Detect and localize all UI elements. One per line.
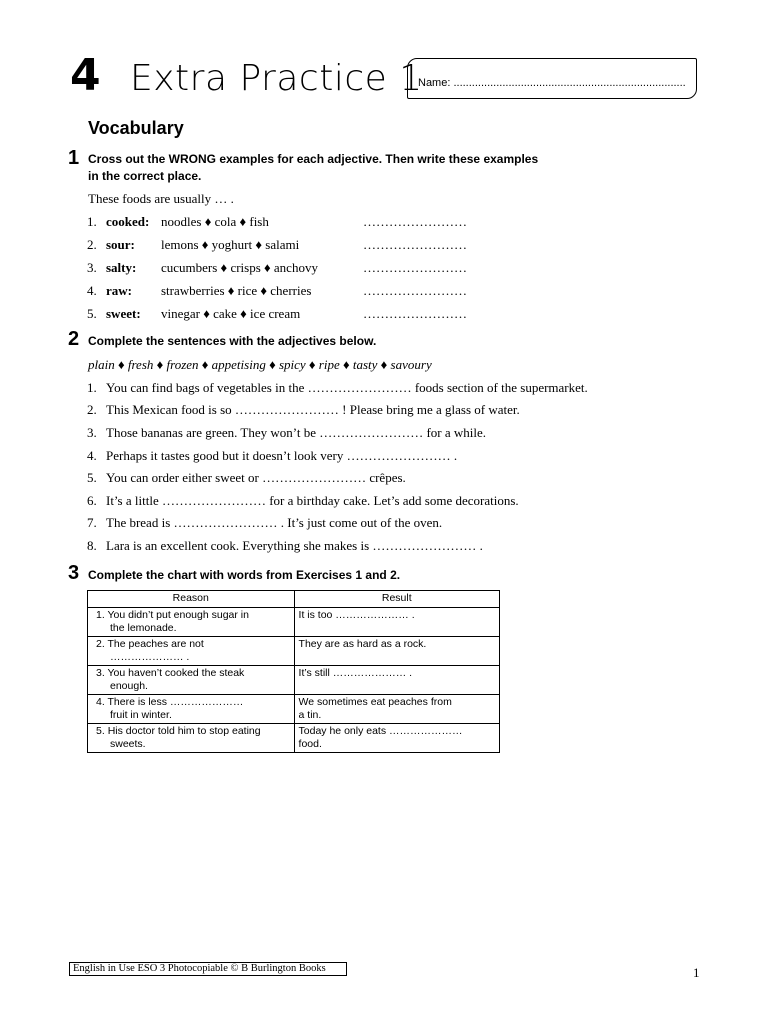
table-row [88, 607, 500, 636]
exercise-2-word-bank: plain ♦ fresh ♦ frozen ♦ appetising ♦ spicy ♦ ripe ♦ tasty ♦ savoury [88, 357, 432, 372]
chart-result-line2: food. [298, 738, 322, 750]
chart-reason-cell [88, 723, 295, 752]
ex2-item-num: 5. [87, 470, 97, 485]
exercise-2-number: 2 [68, 328, 80, 350]
exercise-3-chart [87, 590, 500, 753]
chart-reason-line2: ………………… . [110, 651, 190, 663]
chart-reason-line1: His doctor told him to stop eating [107, 724, 261, 737]
chart-reason-cell[interactable] [88, 636, 295, 665]
ex2-item-num: 8. [87, 538, 97, 553]
chart-result-line1: They are as hard as a rock. [298, 637, 427, 650]
section-title: Vocabulary [88, 118, 184, 138]
ex1-item-examples: noodles ♦ cola ♦ fish [161, 214, 269, 229]
exercise-1-instruction-line2: in the correct place. [88, 169, 202, 183]
chart-result-cell [294, 636, 499, 665]
ex2-item-num: 6. [87, 493, 97, 508]
ex2-item-sentence: The bread is …………………… . It’s just come out of the oven. [106, 515, 443, 530]
ex1-item-adjective: cooked: [106, 214, 150, 229]
table-row [88, 636, 500, 665]
exercise-2-instruction: Complete the sentences with the adjectives below. [88, 334, 377, 348]
chart-reason-line1: You haven’t cooked the steak [107, 666, 245, 679]
ex2-item-sentence: You can find bags of vegetables in the …………………… foods section of the supermarket. [106, 380, 588, 395]
ex1-item-examples: lemons ♦ yoghurt ♦ salami [161, 237, 300, 252]
ex1-item-answer-blank[interactable]: …………………… [363, 214, 467, 229]
exercise-3-instruction: Complete the chart with words from Exercises 1 and 2. [88, 568, 401, 582]
chart-reason-cell [88, 607, 295, 636]
ex2-item-sentence: Perhaps it tastes good but it doesn’t look very …………………… . [106, 448, 458, 463]
chart-row-num: 5. [96, 724, 105, 737]
page-title: Extra Practice 1 [130, 58, 423, 99]
ex1-item-answer-blank[interactable]: …………………… [363, 283, 467, 298]
ex1-item-answer-blank[interactable]: …………………… [363, 306, 467, 321]
ex1-item-adjective: raw: [106, 283, 132, 298]
ex1-item-num: 5. [87, 306, 97, 321]
chart-reason-line2: enough. [110, 680, 148, 692]
ex1-item-num: 1. [87, 214, 97, 229]
ex1-item-num: 2. [87, 237, 97, 252]
chart-row-num: 4. [96, 695, 105, 708]
exercise-3-number: 3 [68, 562, 80, 584]
chart-reason-line1: There is less ………………… [107, 695, 244, 708]
ex1-item-examples: vinegar ♦ cake ♦ ice cream [161, 306, 301, 321]
exercise-1-instruction [88, 151, 538, 185]
exercise-1-number: 1 [68, 147, 80, 169]
chart-reason-cell [88, 665, 295, 694]
ex1-item-answer-blank[interactable]: …………………… [363, 260, 467, 275]
chart-row-num: 1. [96, 608, 105, 621]
ex2-item-num: 3. [87, 425, 97, 440]
ex2-item-sentence: Lara is an excellent cook. Everything she makes is …………………… . [106, 538, 483, 553]
ex2-item-sentence: Those bananas are green. They won’t be …………………… for a while. [106, 425, 487, 440]
exercise-1-instruction-line1: Cross out the WRONG examples for each adjective. Then write these examples [88, 152, 539, 166]
name-field-label: Name: ............................................................................ [418, 77, 686, 89]
chart-result-line2: a tin. [298, 709, 322, 721]
chart-row-num: 3. [96, 666, 105, 679]
chart-result-line1: It’s still ………………… . [298, 666, 413, 679]
name-field-box[interactable] [407, 58, 697, 99]
chart-result-cell [294, 694, 499, 723]
chart-header-result: Result [294, 591, 499, 608]
chart-header-reason: Reason [88, 591, 295, 608]
chart-result-cell[interactable] [294, 665, 499, 694]
unit-number: 4 [70, 50, 101, 101]
chart-result-line1: It is too ………………… . [298, 608, 415, 621]
ex1-item-examples: cucumbers ♦ crisps ♦ anchovy [161, 260, 318, 275]
chart-result-cell[interactable] [294, 607, 499, 636]
footer-copyright: English in Use ESO 3 Photocopiable © B Burlington Books [69, 962, 347, 976]
chart-reason-line1: The peaches are not [107, 637, 204, 650]
ex1-item-adjective: sweet: [106, 306, 141, 321]
chart-header-row [88, 591, 500, 608]
chart-result-line1: We sometimes eat peaches from [298, 695, 452, 708]
chart-reason-line1: You didn’t put enough sugar in [107, 608, 249, 621]
page-number: 1 [693, 965, 700, 980]
ex2-item-num: 7. [87, 515, 97, 530]
chart-reason-cell[interactable] [88, 694, 295, 723]
table-row [88, 723, 500, 752]
chart-row-num: 2. [96, 637, 105, 650]
chart-reason-line2: fruit in winter. [110, 709, 172, 721]
ex1-item-num: 4. [87, 283, 97, 298]
ex2-item-sentence: You can order either sweet or …………………… crêpes. [106, 470, 406, 485]
ex1-item-adjective: sour: [106, 237, 135, 252]
ex1-item-examples: strawberries ♦ rice ♦ cherries [161, 283, 312, 298]
exercise-1-intro: These foods are usually … . [88, 191, 234, 206]
chart-reason-line2: the lemonade. [110, 622, 177, 634]
ex2-item-num: 1. [87, 380, 97, 395]
ex1-item-answer-blank[interactable]: …………………… [363, 237, 467, 252]
chart-reason-line2: sweets. [110, 738, 146, 750]
ex2-item-sentence: This Mexican food is so …………………… ! Please bring me a glass of water. [106, 402, 520, 417]
table-row [88, 665, 500, 694]
ex2-item-num: 2. [87, 402, 97, 417]
table-row [88, 694, 500, 723]
chart-result-line1: Today he only eats ………………… [298, 724, 463, 737]
ex1-item-num: 3. [87, 260, 97, 275]
ex2-item-sentence: It’s a little …………………… for a birthday cake. Let’s add some decorations. [106, 493, 519, 508]
ex2-item-num: 4. [87, 448, 97, 463]
chart-result-cell[interactable] [294, 723, 499, 752]
ex1-item-adjective: salty: [106, 260, 137, 275]
